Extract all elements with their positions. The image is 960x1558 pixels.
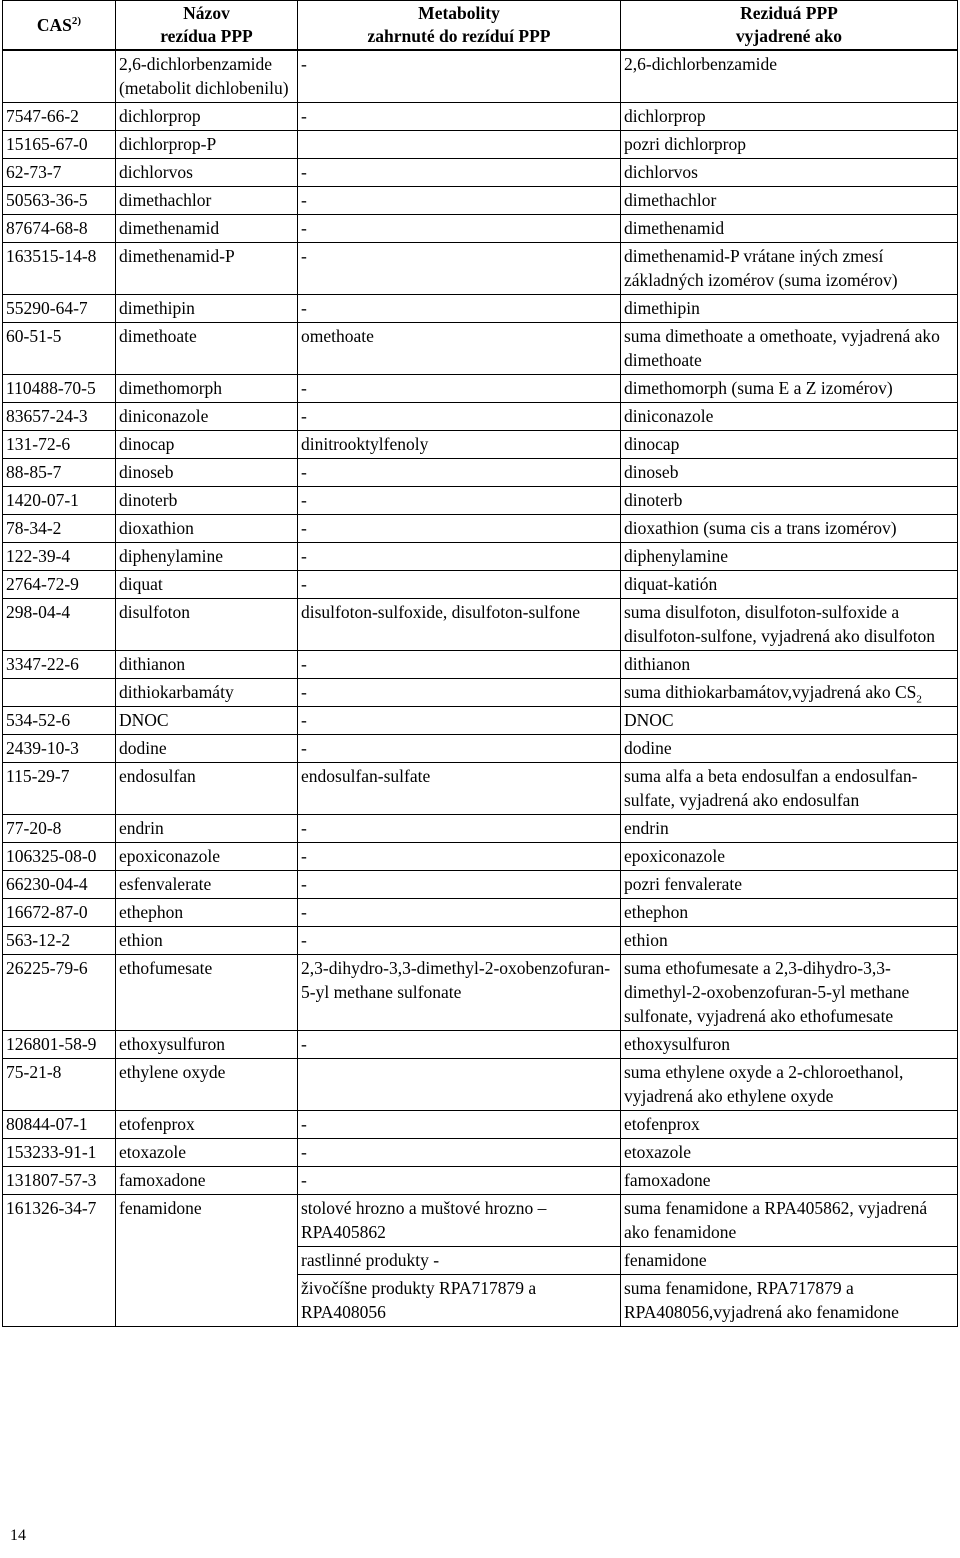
metabolite-cell: -: [298, 403, 621, 431]
table-row: [3, 487, 958, 515]
table-row: [3, 459, 958, 487]
residue-cell: diniconazole: [621, 403, 958, 431]
metabolite-cell: -: [298, 459, 621, 487]
residue-cell: suma disulfoton, disulfoton-sulfoxide a disulfoton-sulfone, vyjadrená ako disulfoton: [621, 599, 958, 651]
cas-cell: 161326-34-7: [3, 1195, 116, 1327]
name-cell: dimethachlor: [116, 187, 298, 215]
metabolite-cell: -: [298, 571, 621, 599]
name-cell: diphenylamine: [116, 543, 298, 571]
cas-cell: 78-34-2: [3, 515, 116, 543]
table-row: [3, 295, 958, 323]
cas-cell: 15165-67-0: [3, 131, 116, 159]
name-cell: esfenvalerate: [116, 871, 298, 899]
residue-cell: dimethenamid-P vrátane iných zmesí základných izomérov (suma izomérov): [621, 243, 958, 295]
metabolite-cell: [298, 131, 621, 159]
name-cell: dimethenamid-P: [116, 243, 298, 295]
cas-cell: 2439-10-3: [3, 735, 116, 763]
table-row: [3, 1031, 958, 1059]
cas-cell: 26225-79-6: [3, 955, 116, 1031]
metabolite-cell: -: [298, 815, 621, 843]
residue-cell: dinocap: [621, 431, 958, 459]
cas-cell: 163515-14-8: [3, 243, 116, 295]
residue-cell: famoxadone: [621, 1167, 958, 1195]
metabolite-cell: -: [298, 103, 621, 131]
metabolite-cell: -: [298, 927, 621, 955]
metabolite-cell: -: [298, 487, 621, 515]
table-body: [3, 50, 958, 1327]
cas-cell: 77-20-8: [3, 815, 116, 843]
cas-cell: 131-72-6: [3, 431, 116, 459]
name-cell: etofenprox: [116, 1111, 298, 1139]
table-row: [3, 843, 958, 871]
residue-cell: diquat-katión: [621, 571, 958, 599]
metabolite-cell: -: [298, 50, 621, 103]
cas-cell: 122-39-4: [3, 543, 116, 571]
table-row: [3, 927, 958, 955]
cas-cell: 1420-07-1: [3, 487, 116, 515]
table-row: [3, 403, 958, 431]
metabolite-cell: -: [298, 243, 621, 295]
cas-cell: 88-85-7: [3, 459, 116, 487]
residue-cell: fenamidone: [621, 1247, 958, 1275]
cas-cell: 66230-04-4: [3, 871, 116, 899]
metabolite-cell: dinitrooktylfenoly: [298, 431, 621, 459]
name-cell: dimethomorph: [116, 375, 298, 403]
header-metab-line2: zahrnuté do rezíduí PPP: [367, 26, 551, 46]
metabolite-cell: -: [298, 1031, 621, 1059]
name-cell: dichlorprop: [116, 103, 298, 131]
name-cell: 2,6-dichlorbenzamide (metabolit dichlobenilu): [116, 50, 298, 103]
metabolite-cell: [298, 1059, 621, 1111]
table-row: [3, 323, 958, 375]
residue-cell: diphenylamine: [621, 543, 958, 571]
name-cell: dioxathion: [116, 515, 298, 543]
residue-cell: suma fenamidone, RPA717879 a RPA408056,vyjadrená ako fenamidone: [621, 1275, 958, 1327]
metabolite-cell: -: [298, 375, 621, 403]
table-row: [3, 215, 958, 243]
table-row: [3, 899, 958, 927]
residue-cell: epoxiconazole: [621, 843, 958, 871]
table-row: [3, 571, 958, 599]
name-cell: DNOC: [116, 707, 298, 735]
name-cell: disulfoton: [116, 599, 298, 651]
cas-cell: 3347-22-6: [3, 651, 116, 679]
cas-cell: 7547-66-2: [3, 103, 116, 131]
table-row: [3, 1195, 958, 1247]
name-cell: ethofumesate: [116, 955, 298, 1031]
table-row: [3, 375, 958, 403]
residue-cell: dinoseb: [621, 459, 958, 487]
residue-cell: pozri fenvalerate: [621, 871, 958, 899]
table-header-row: [3, 1, 958, 51]
cas-cell: 153233-91-1: [3, 1139, 116, 1167]
table-row: [3, 543, 958, 571]
name-cell: ethion: [116, 927, 298, 955]
table-row: [3, 243, 958, 295]
metabolite-cell: -: [298, 1139, 621, 1167]
residue-cell: ethion: [621, 927, 958, 955]
name-cell: diquat: [116, 571, 298, 599]
metabolite-cell: -: [298, 543, 621, 571]
cas-cell: 55290-64-7: [3, 295, 116, 323]
residue-cell: pozri dichlorprop: [621, 131, 958, 159]
header-cas-note: 2): [71, 14, 82, 27]
name-cell: ethephon: [116, 899, 298, 927]
table-row: [3, 431, 958, 459]
name-cell: dinocap: [116, 431, 298, 459]
table-row: [3, 679, 958, 707]
cas-cell: 80844-07-1: [3, 1111, 116, 1139]
table-row: [3, 103, 958, 131]
name-cell: ethylene oxyde: [116, 1059, 298, 1111]
metabolite-cell: -: [298, 159, 621, 187]
name-cell: dithianon: [116, 651, 298, 679]
name-cell: dichlorvos: [116, 159, 298, 187]
cas-cell: 2764-72-9: [3, 571, 116, 599]
table-row: [3, 50, 958, 103]
residue-cell: suma dimethoate a omethoate, vyjadrená ako dimethoate: [621, 323, 958, 375]
metabolite-cell: živočíšne produkty RPA717879 a RPA408056: [298, 1275, 621, 1327]
metabolite-cell: -: [298, 1167, 621, 1195]
header-cas-label: CAS: [36, 14, 72, 35]
metabolite-cell: -: [298, 707, 621, 735]
table-row: [3, 599, 958, 651]
name-cell: dimethipin: [116, 295, 298, 323]
residue-subscript: 2: [916, 693, 922, 706]
name-cell: dinoterb: [116, 487, 298, 515]
name-cell: dichlorprop-P: [116, 131, 298, 159]
residue-cell: dioxathion (suma cis a trans izomérov): [621, 515, 958, 543]
table-row: [3, 735, 958, 763]
page-number: 14: [10, 1527, 26, 1544]
cas-cell: 298-04-4: [3, 599, 116, 651]
metabolite-cell: -: [298, 735, 621, 763]
header-name: [116, 1, 298, 51]
residue-cell: ethoxysulfuron: [621, 1031, 958, 1059]
residue-table: [2, 0, 958, 1327]
header-residue: [621, 1, 958, 51]
cas-cell: 106325-08-0: [3, 843, 116, 871]
residue-cell: dichlorprop: [621, 103, 958, 131]
header-name-line2: rezídua PPP: [160, 26, 253, 46]
cas-cell: 110488-70-5: [3, 375, 116, 403]
cas-cell: [3, 679, 116, 707]
table-row: [3, 1139, 958, 1167]
cas-cell: 87674-68-8: [3, 215, 116, 243]
residue-cell: dimethomorph (suma E a Z izomérov): [621, 375, 958, 403]
table-row: [3, 763, 958, 815]
table-row: [3, 651, 958, 679]
metabolite-cell: -: [298, 215, 621, 243]
name-cell: fenamidone: [116, 1195, 298, 1327]
header-residue-line1: Reziduá PPP: [740, 3, 838, 23]
metabolite-cell: -: [298, 899, 621, 927]
metabolite-cell: rastlinné produkty -: [298, 1247, 621, 1275]
table-row: [3, 707, 958, 735]
name-cell: dinoseb: [116, 459, 298, 487]
metabolite-cell: -: [298, 515, 621, 543]
header-name-line1: Názov: [183, 3, 230, 23]
name-cell: ethoxysulfuron: [116, 1031, 298, 1059]
name-cell: dimethenamid: [116, 215, 298, 243]
residue-cell: ethephon: [621, 899, 958, 927]
residue-cell: etoxazole: [621, 1139, 958, 1167]
residue-cell: dinoterb: [621, 487, 958, 515]
table-row: [3, 1167, 958, 1195]
residue-cell: suma alfa a beta endosulfan a endosulfan-sulfate, vyjadrená ako endosulfan: [621, 763, 958, 815]
residue-cell: DNOC: [621, 707, 958, 735]
name-cell: famoxadone: [116, 1167, 298, 1195]
table-row: [3, 955, 958, 1031]
cas-cell: 115-29-7: [3, 763, 116, 815]
metabolite-cell: -: [298, 843, 621, 871]
cas-cell: 60-51-5: [3, 323, 116, 375]
residue-cell: suma ethofumesate a 2,3-dihydro-3,3-dimethyl-2-oxobenzofuran-5-yl methane sulfonate, vyjadrená ako ethofumesate: [621, 955, 958, 1031]
header-cas: [3, 1, 116, 51]
name-cell: endosulfan: [116, 763, 298, 815]
metabolite-cell: stolové hrozno a muštové hrozno – RPA405862: [298, 1195, 621, 1247]
table-row: [3, 1059, 958, 1111]
residue-cell: 2,6-dichlorbenzamide: [621, 50, 958, 103]
cas-cell: 534-52-6: [3, 707, 116, 735]
name-cell: epoxiconazole: [116, 843, 298, 871]
table-row: [3, 815, 958, 843]
metabolite-cell: -: [298, 295, 621, 323]
residue-text: suma dithiokarbamátov,vyjadrená ako CS: [624, 682, 917, 702]
table-row: [3, 159, 958, 187]
residue-cell: dodine: [621, 735, 958, 763]
residue-cell: [621, 679, 958, 707]
cas-cell: 563-12-2: [3, 927, 116, 955]
name-cell: endrin: [116, 815, 298, 843]
metabolite-cell: 2,3-dihydro-3,3-dimethyl-2-oxobenzofuran-5-yl methane sulfonate: [298, 955, 621, 1031]
metabolite-cell: disulfoton-sulfoxide, disulfoton-sulfone: [298, 599, 621, 651]
name-cell: dithiokarbamáty: [116, 679, 298, 707]
table-row: [3, 871, 958, 899]
residue-cell: dimethachlor: [621, 187, 958, 215]
metabolite-cell: -: [298, 679, 621, 707]
cas-cell: 83657-24-3: [3, 403, 116, 431]
metabolite-cell: omethoate: [298, 323, 621, 375]
metabolite-cell: -: [298, 1111, 621, 1139]
cas-cell: 16672-87-0: [3, 899, 116, 927]
table-row: [3, 515, 958, 543]
cas-cell: 131807-57-3: [3, 1167, 116, 1195]
residue-cell: dimethipin: [621, 295, 958, 323]
metabolite-cell: -: [298, 187, 621, 215]
cas-cell: 126801-58-9: [3, 1031, 116, 1059]
residue-cell: suma fenamidone a RPA405862, vyjadrená ako fenamidone: [621, 1195, 958, 1247]
name-cell: etoxazole: [116, 1139, 298, 1167]
table-row: [3, 131, 958, 159]
metabolite-cell: -: [298, 651, 621, 679]
name-cell: dodine: [116, 735, 298, 763]
table-row: [3, 1111, 958, 1139]
residue-cell: dithianon: [621, 651, 958, 679]
header-metab-line1: Metabolity: [418, 3, 500, 23]
header-residue-line2: vyjadrené ako: [735, 26, 843, 46]
cas-cell: [3, 50, 116, 103]
residue-cell: dichlorvos: [621, 159, 958, 187]
residue-cell: etofenprox: [621, 1111, 958, 1139]
residue-cell: endrin: [621, 815, 958, 843]
name-cell: dimethoate: [116, 323, 298, 375]
table-row: [3, 187, 958, 215]
name-cell: diniconazole: [116, 403, 298, 431]
cas-cell: 62-73-7: [3, 159, 116, 187]
cas-cell: 50563-36-5: [3, 187, 116, 215]
metabolite-cell: -: [298, 871, 621, 899]
header-metabolites: [298, 1, 621, 51]
metabolite-cell: endosulfan-sulfate: [298, 763, 621, 815]
cas-cell: 75-21-8: [3, 1059, 116, 1111]
residue-cell: suma ethylene oxyde a 2-chloroethanol, vyjadrená ako ethylene oxyde: [621, 1059, 958, 1111]
residue-cell: dimethenamid: [621, 215, 958, 243]
